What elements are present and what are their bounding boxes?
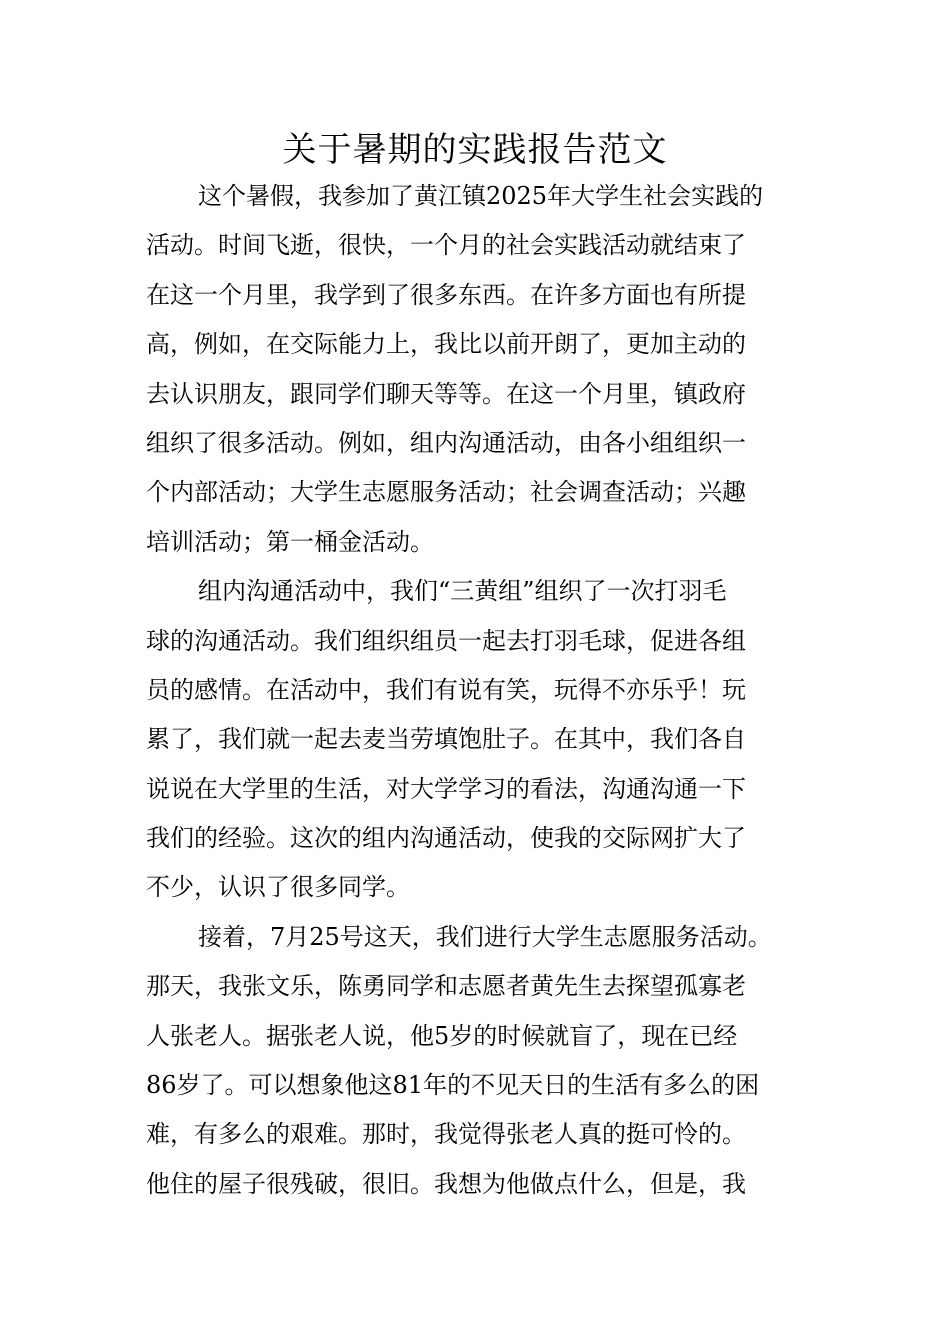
paragraph-line: 个内部活动；大学生志愿服务活动；社会调查活动；兴趣 [146,478,746,507]
paragraph-line: 培训活动；第一桶金活动。 [146,527,434,556]
paragraph-line: 在这一个月里，我学到了很多东西。在许多方面也有所提 [146,280,746,309]
paragraph-line: 不少，认识了很多同学。 [146,873,410,902]
paragraph-line: 难，有多么的艰难。那时，我觉得张老人真的挺可怜的。 [146,1120,746,1149]
paragraph-line: 我们的经验。这次的组内沟通活动，使我的交际网扩大了 [146,824,746,853]
paragraph-line: 高，例如，在交际能力上，我比以前开朗了，更加主动的 [146,330,746,359]
document-body [146,172,826,1209]
paragraph-line: 他住的屋子很残破，很旧。我想为他做点什么，但是，我 [146,1169,746,1198]
paragraph-line: 球的沟通活动。我们组织组员一起去打羽毛球，促进各组 [146,626,746,655]
paragraph-line: 这个暑假，我参加了黄江镇2025年大学生社会实践的 [198,182,764,210]
paragraph-line: 去认识朋友，跟同学们聊天等等。在这一个月里，镇政府 [146,379,746,408]
paragraph-line: 接着，7月25号这天，我们进行大学生志愿服务活动。 [198,922,772,951]
paragraph-line: 组内沟通活动中，我们“三黄组”组织了一次打羽毛 [198,577,727,606]
paragraph-line: 人张老人。据张老人说，他5岁的时候就盲了，现在已经 [146,1021,738,1050]
paragraph-line: 说说在大学里的生活，对大学学习的看法，沟通沟通一下 [146,774,746,803]
paragraph-line: 活动。时间飞逝，很快，一个月的社会实践活动就结束了 [146,231,746,260]
document-title: 关于暑期的实践报告范文 [282,130,668,170]
paragraph-line: 员的感情。在活动中，我们有说有笑，玩得不亦乐乎！玩 [146,675,746,704]
paragraph-line: 86岁了。可以想象他这81年的不见天日的生活有多么的困 [146,1071,760,1100]
paragraph-line: 累了，我们就一起去麦当劳填饱肚子。在其中，我们各自 [146,725,746,754]
paragraph-line: 那天，我张文乐，陈勇同学和志愿者黄先生去探望孤寡老 [146,972,746,1001]
paragraph-line: 组织了很多活动。例如，组内沟通活动，由各小组组织一 [146,428,746,457]
